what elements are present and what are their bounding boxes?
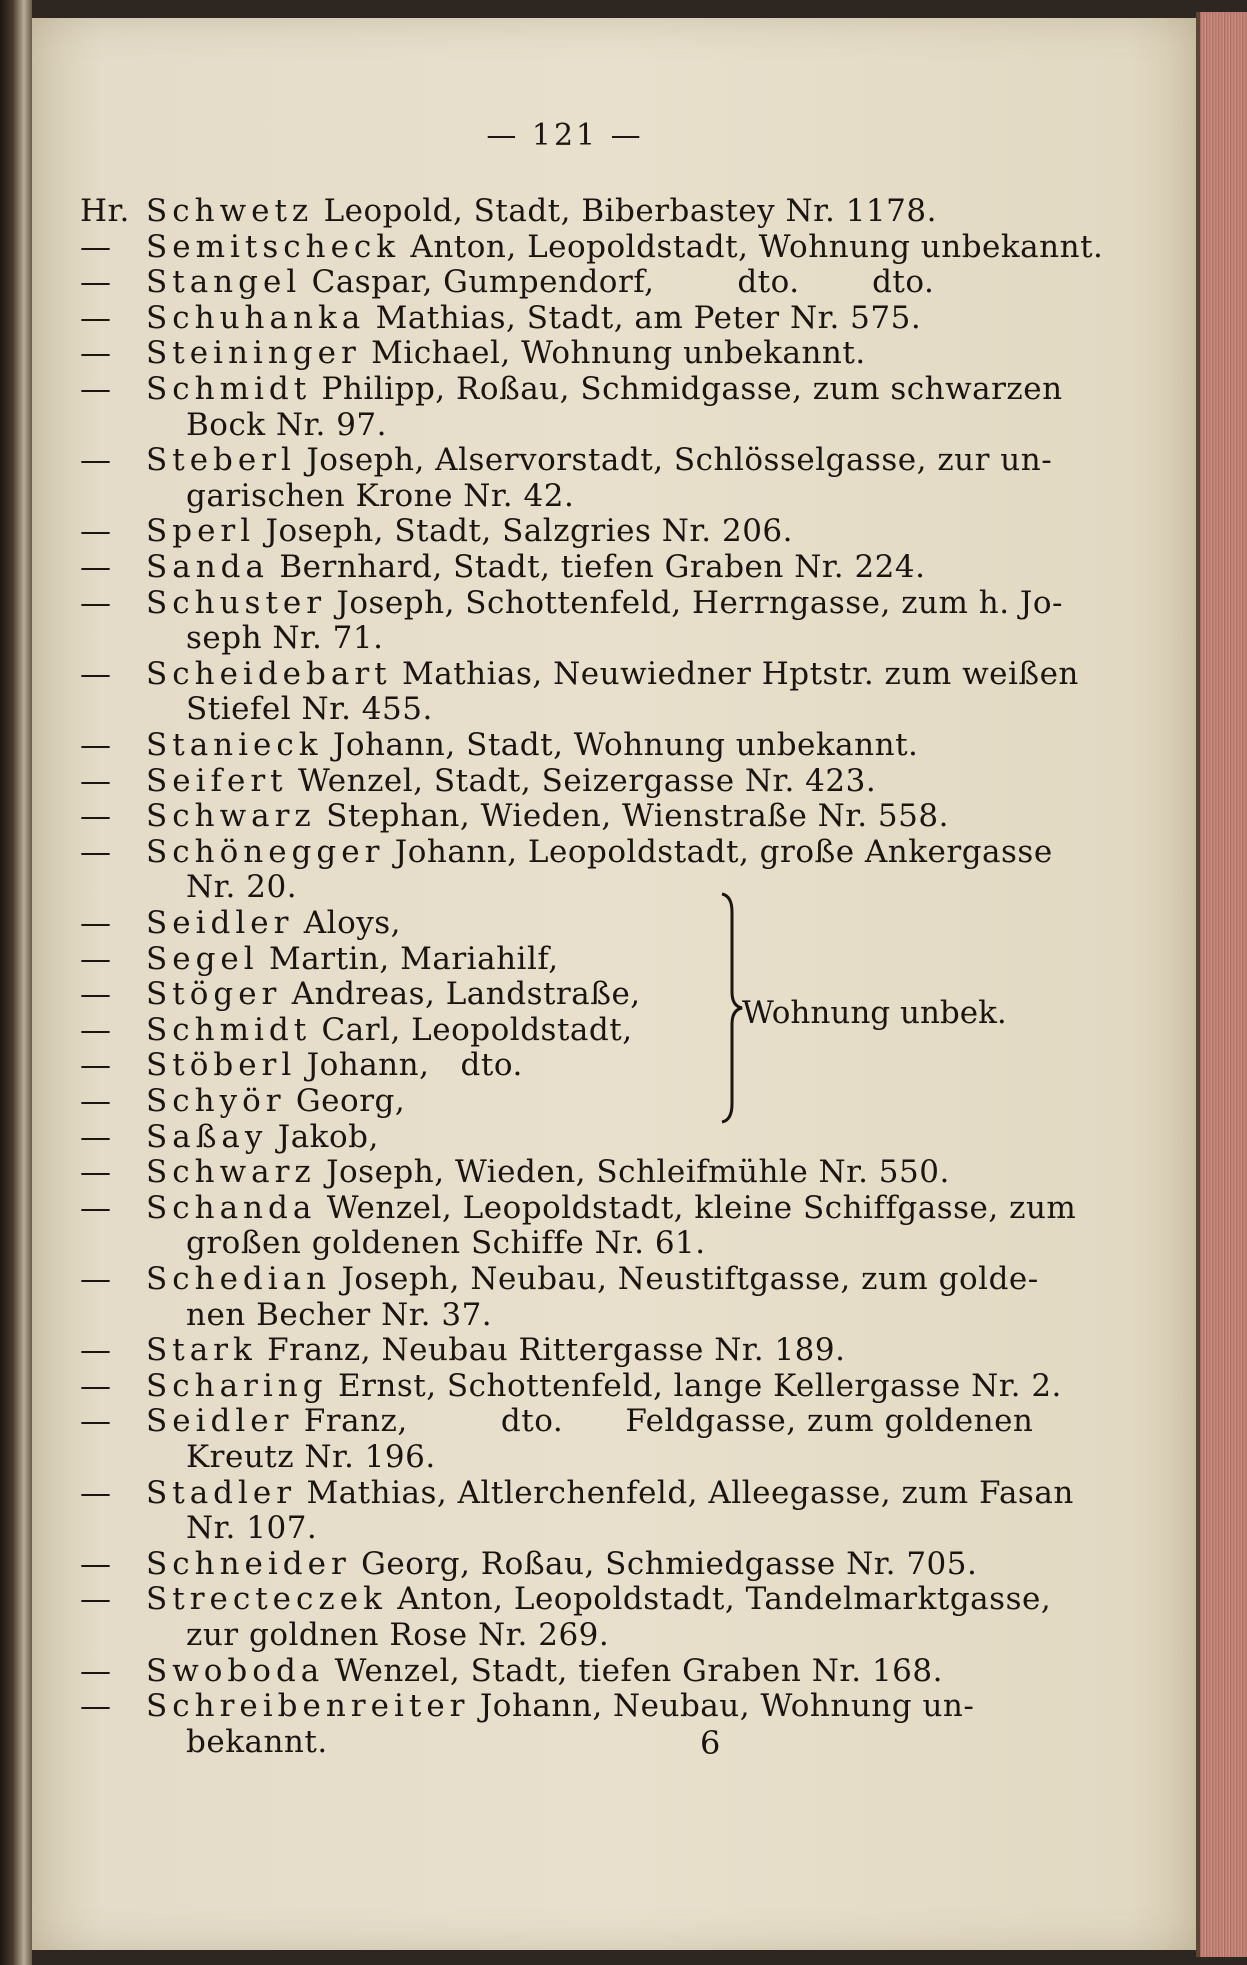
entry-text: Franz, Neubau Rittergasse Nr. 189. bbox=[256, 1332, 846, 1369]
entry-line bbox=[80, 299, 921, 337]
entry-line bbox=[80, 1580, 1051, 1618]
entry-text: Martin, Mariahilf, bbox=[258, 940, 559, 977]
entry-text: Johann, Stadt, Wohnung unbekannt. bbox=[322, 727, 919, 763]
entry-dash: — bbox=[80, 1581, 112, 1618]
entry-dash: — bbox=[80, 264, 112, 301]
entry-surname: Segel bbox=[146, 940, 259, 977]
entry-dash: — bbox=[80, 1189, 112, 1226]
entry-line bbox=[80, 726, 918, 764]
entry-text: bekannt. bbox=[186, 1723, 328, 1760]
entry-line bbox=[80, 833, 1053, 871]
entry-line bbox=[80, 1118, 379, 1156]
entry-dash: — bbox=[80, 335, 112, 372]
entry-surname: Stadler bbox=[146, 1474, 297, 1511]
entry-dash: — bbox=[80, 655, 112, 692]
page-edges bbox=[1200, 12, 1247, 1957]
entry-dash: — bbox=[80, 1261, 112, 1297]
entry-text: Bock Nr. 97. bbox=[186, 406, 387, 443]
entry-continuation-line bbox=[186, 477, 574, 515]
entry-line bbox=[80, 1687, 974, 1725]
entry-dash: — bbox=[80, 1367, 112, 1404]
entry-line bbox=[80, 797, 949, 835]
entry-line bbox=[80, 263, 934, 301]
entry-line bbox=[80, 655, 1079, 693]
entry-line bbox=[80, 940, 559, 978]
entry-text: Joseph, Stadt, Salzgries Nr. 206. bbox=[255, 513, 793, 550]
entry-text: Georg, Roßau, Schmiedgasse Nr. 705. bbox=[350, 1545, 978, 1582]
entry-dash: — bbox=[80, 762, 112, 799]
entry-text: Leopold, Stadt, Biberbastey Nr. 1178. bbox=[313, 193, 937, 229]
entry-continuation-line bbox=[186, 690, 433, 728]
signature-mark: 6 bbox=[700, 1724, 721, 1762]
entry-dash: — bbox=[80, 727, 112, 763]
entry-surname: Sanda bbox=[146, 549, 270, 585]
entry-text: Stephan, Wieden, Wienstraße Nr. 558. bbox=[315, 798, 949, 835]
entry-dash: — bbox=[80, 228, 112, 265]
entry-surname: Stöberl bbox=[146, 1047, 297, 1084]
entry-surname: Schreibenreiter bbox=[146, 1688, 470, 1725]
entry-surname: Schwarz bbox=[146, 798, 316, 835]
entry-dash: — bbox=[80, 1688, 112, 1725]
entry-dash: — bbox=[80, 905, 112, 941]
entry-surname: Schwarz bbox=[146, 1154, 316, 1191]
entry-line bbox=[80, 1046, 523, 1084]
entry-text: Anton, Leopoldstadt, Tandelmarktgasse, bbox=[386, 1581, 1052, 1618]
entry-dash: — bbox=[80, 833, 112, 870]
entry-surname: Seidler bbox=[146, 905, 294, 941]
entry-line bbox=[80, 975, 641, 1013]
entry-surname: Stark bbox=[146, 1332, 257, 1369]
entry-surname: Schyör bbox=[146, 1083, 286, 1119]
entry-text: zur goldnen Rose Nr. 269. bbox=[186, 1617, 610, 1653]
entry-text: Aloys, bbox=[293, 905, 402, 941]
entry-text: seph Nr. 71. bbox=[186, 620, 384, 657]
entry-text: Mathias, Altlerchenfeld, Alleegasse, zum Fasan bbox=[296, 1474, 1074, 1511]
entry-text: Caspar, Gumpendorf, dto. dto. bbox=[301, 264, 935, 301]
entry-dash: — bbox=[80, 513, 112, 550]
entry-continuation-line bbox=[186, 1509, 317, 1547]
entry-text: Joseph, Wieden, Schleifmühle Nr. 550. bbox=[315, 1154, 950, 1191]
entry-continuation-line bbox=[186, 406, 387, 444]
entry-text: Mathias, Stadt, am Peter Nr. 575. bbox=[365, 299, 922, 336]
entry-continuation-line bbox=[186, 868, 297, 906]
entry-text: Wenzel, Stadt, tiefen Graben Nr. 168. bbox=[324, 1652, 943, 1689]
entry-line bbox=[80, 1260, 1039, 1298]
entry-surname: Sperl bbox=[146, 513, 256, 550]
entry-surname: Schwetz bbox=[146, 193, 314, 229]
entry-line bbox=[80, 1402, 1033, 1440]
book-gutter bbox=[0, 0, 32, 1965]
entry-dash: — bbox=[80, 371, 112, 407]
entry-text: garischen Krone Nr. 42. bbox=[186, 477, 575, 514]
entry-dash: — bbox=[80, 1332, 112, 1369]
entry-line bbox=[80, 512, 793, 550]
entry-surname: Stangel bbox=[146, 264, 302, 301]
entry-text: Mathias, Neuwiedner Hptstr. zum weißen bbox=[391, 655, 1079, 692]
entry-continuation-line bbox=[186, 1296, 492, 1334]
entry-continuation-line bbox=[186, 1616, 609, 1654]
entry-text: Wenzel, Stadt, Seizergasse Nr. 423. bbox=[287, 762, 877, 799]
entry-line bbox=[80, 584, 1063, 622]
entry-dash: — bbox=[80, 1474, 112, 1511]
entry-dash: — bbox=[80, 549, 112, 585]
entry-line bbox=[80, 334, 866, 372]
entry-dash: — bbox=[80, 1047, 112, 1084]
entry-surname: Schedian bbox=[146, 1261, 332, 1297]
entry-dash: — bbox=[80, 584, 112, 621]
entry-dash: — bbox=[80, 1545, 112, 1582]
entry-text: Philipp, Roßau, Schmidgasse, zum schwarzen bbox=[311, 371, 1063, 407]
entry-text: Georg, bbox=[285, 1083, 406, 1119]
entry-surname: Seifert bbox=[146, 762, 288, 799]
entry-line bbox=[80, 1367, 1062, 1405]
entry-text: Nr. 20. bbox=[186, 869, 298, 906]
entry-surname: Stanieck bbox=[146, 727, 323, 763]
entry-surname: Steininger bbox=[146, 335, 361, 372]
entry-dash: — bbox=[80, 1118, 112, 1155]
entry-surname: Swoboda bbox=[146, 1652, 325, 1689]
entry-text: Michael, Wohnung unbekannt. bbox=[360, 335, 866, 372]
grouped-address-label: Wohnung unbek. bbox=[742, 995, 1007, 1031]
entry-surname: Scharing bbox=[146, 1367, 328, 1404]
entry-surname: Schuster bbox=[146, 584, 327, 621]
entry-surname: Schneider bbox=[146, 1545, 351, 1582]
entry-text: Ernst, Schottenfeld, lange Kellergasse Nr. 2. bbox=[327, 1367, 1062, 1404]
entry-dash: — bbox=[80, 976, 112, 1013]
entry-line bbox=[80, 370, 1063, 408]
entry-surname: Scheidebart bbox=[146, 655, 392, 692]
entry-line bbox=[80, 762, 876, 800]
entry-text: Kreutz Nr. 196. bbox=[186, 1439, 436, 1475]
entry-continuation-line bbox=[186, 1224, 706, 1262]
entry-continuation-line bbox=[186, 1723, 328, 1761]
entry-surname: Schönegger bbox=[146, 833, 385, 870]
entry-surname: Saßay bbox=[146, 1118, 268, 1155]
entry-line bbox=[80, 1011, 633, 1049]
entry-dash: — bbox=[80, 798, 112, 835]
entry-text: Johann, Leopoldstadt, große Ankergasse bbox=[384, 833, 1053, 870]
entry-line bbox=[80, 228, 1103, 266]
entry-text: Joseph, Alservorstadt, Schlösselgasse, zur un- bbox=[295, 442, 1053, 479]
entry-line bbox=[80, 548, 925, 586]
entry-text: großen goldenen Schiffe Nr. 61. bbox=[186, 1225, 706, 1262]
entry-surname: Strecteczek bbox=[146, 1581, 387, 1618]
entry-continuation-line bbox=[186, 619, 383, 657]
entry-surname: Stöger bbox=[146, 976, 282, 1013]
entry-dash: — bbox=[80, 1403, 112, 1440]
entry-surname: Schmidt bbox=[146, 371, 312, 407]
entry-dash: — bbox=[80, 1652, 112, 1689]
entry-line bbox=[80, 1652, 943, 1690]
entry-continuation-line bbox=[186, 1438, 436, 1476]
entry-text: nen Becher Nr. 37. bbox=[186, 1296, 493, 1333]
entry-surname: Schanda bbox=[146, 1189, 317, 1226]
entry-surname: Steberl bbox=[146, 442, 296, 479]
entry-text: Wenzel, Leopoldstadt, kleine Schiffgasse, zum bbox=[316, 1189, 1077, 1226]
entry-line bbox=[80, 441, 1052, 479]
page-header: — 121 — bbox=[486, 118, 644, 153]
entry-text: Joseph, Schottenfeld, Herrngasse, zum h. Jo- bbox=[326, 584, 1063, 621]
entry-dash: — bbox=[80, 299, 112, 336]
entry-text: Nr. 107. bbox=[186, 1510, 318, 1547]
entry-dash: Hr. bbox=[80, 193, 130, 229]
entry-line bbox=[80, 904, 401, 942]
entry-text: Johann, dto. bbox=[296, 1047, 523, 1084]
entry-dash: — bbox=[80, 1011, 112, 1048]
entry-text: Carl, Leopoldstadt, bbox=[311, 1011, 633, 1048]
entry-dash: — bbox=[80, 1083, 112, 1119]
entry-text: Bernhard, Stadt, tiefen Graben Nr. 224. bbox=[269, 549, 926, 585]
entry-line bbox=[80, 1082, 405, 1120]
entry-text: Franz, dto. Feldgasse, zum goldenen bbox=[293, 1403, 1034, 1440]
entry-dash: — bbox=[80, 442, 112, 479]
entry-dash: — bbox=[80, 1154, 112, 1191]
entry-line bbox=[80, 1153, 950, 1191]
entry-line bbox=[80, 1189, 1076, 1227]
right-brace bbox=[718, 892, 744, 1124]
entry-line bbox=[80, 1474, 1074, 1512]
entry-text: Johann, Neubau, Wohnung un- bbox=[469, 1688, 975, 1725]
entry-surname: Schmidt bbox=[146, 1011, 312, 1048]
entry-text: Jakob, bbox=[267, 1118, 379, 1155]
entry-surname: Seidler bbox=[146, 1403, 294, 1440]
entry-text: Andreas, Landstraße, bbox=[281, 976, 641, 1013]
entry-surname: Schuhanka bbox=[146, 299, 366, 336]
entry-surname: Semitscheck bbox=[146, 228, 401, 265]
entry-text: Stiefel Nr. 455. bbox=[186, 691, 433, 728]
entry-line bbox=[80, 1331, 845, 1369]
entry-line bbox=[80, 192, 937, 230]
entry-text: Joseph, Neubau, Neustiftgasse, zum golde- bbox=[331, 1261, 1039, 1297]
entry-text: Anton, Leopoldstadt, Wohnung unbekannt. bbox=[400, 228, 1104, 265]
entry-dash: — bbox=[80, 940, 112, 977]
entry-line bbox=[80, 1545, 977, 1583]
